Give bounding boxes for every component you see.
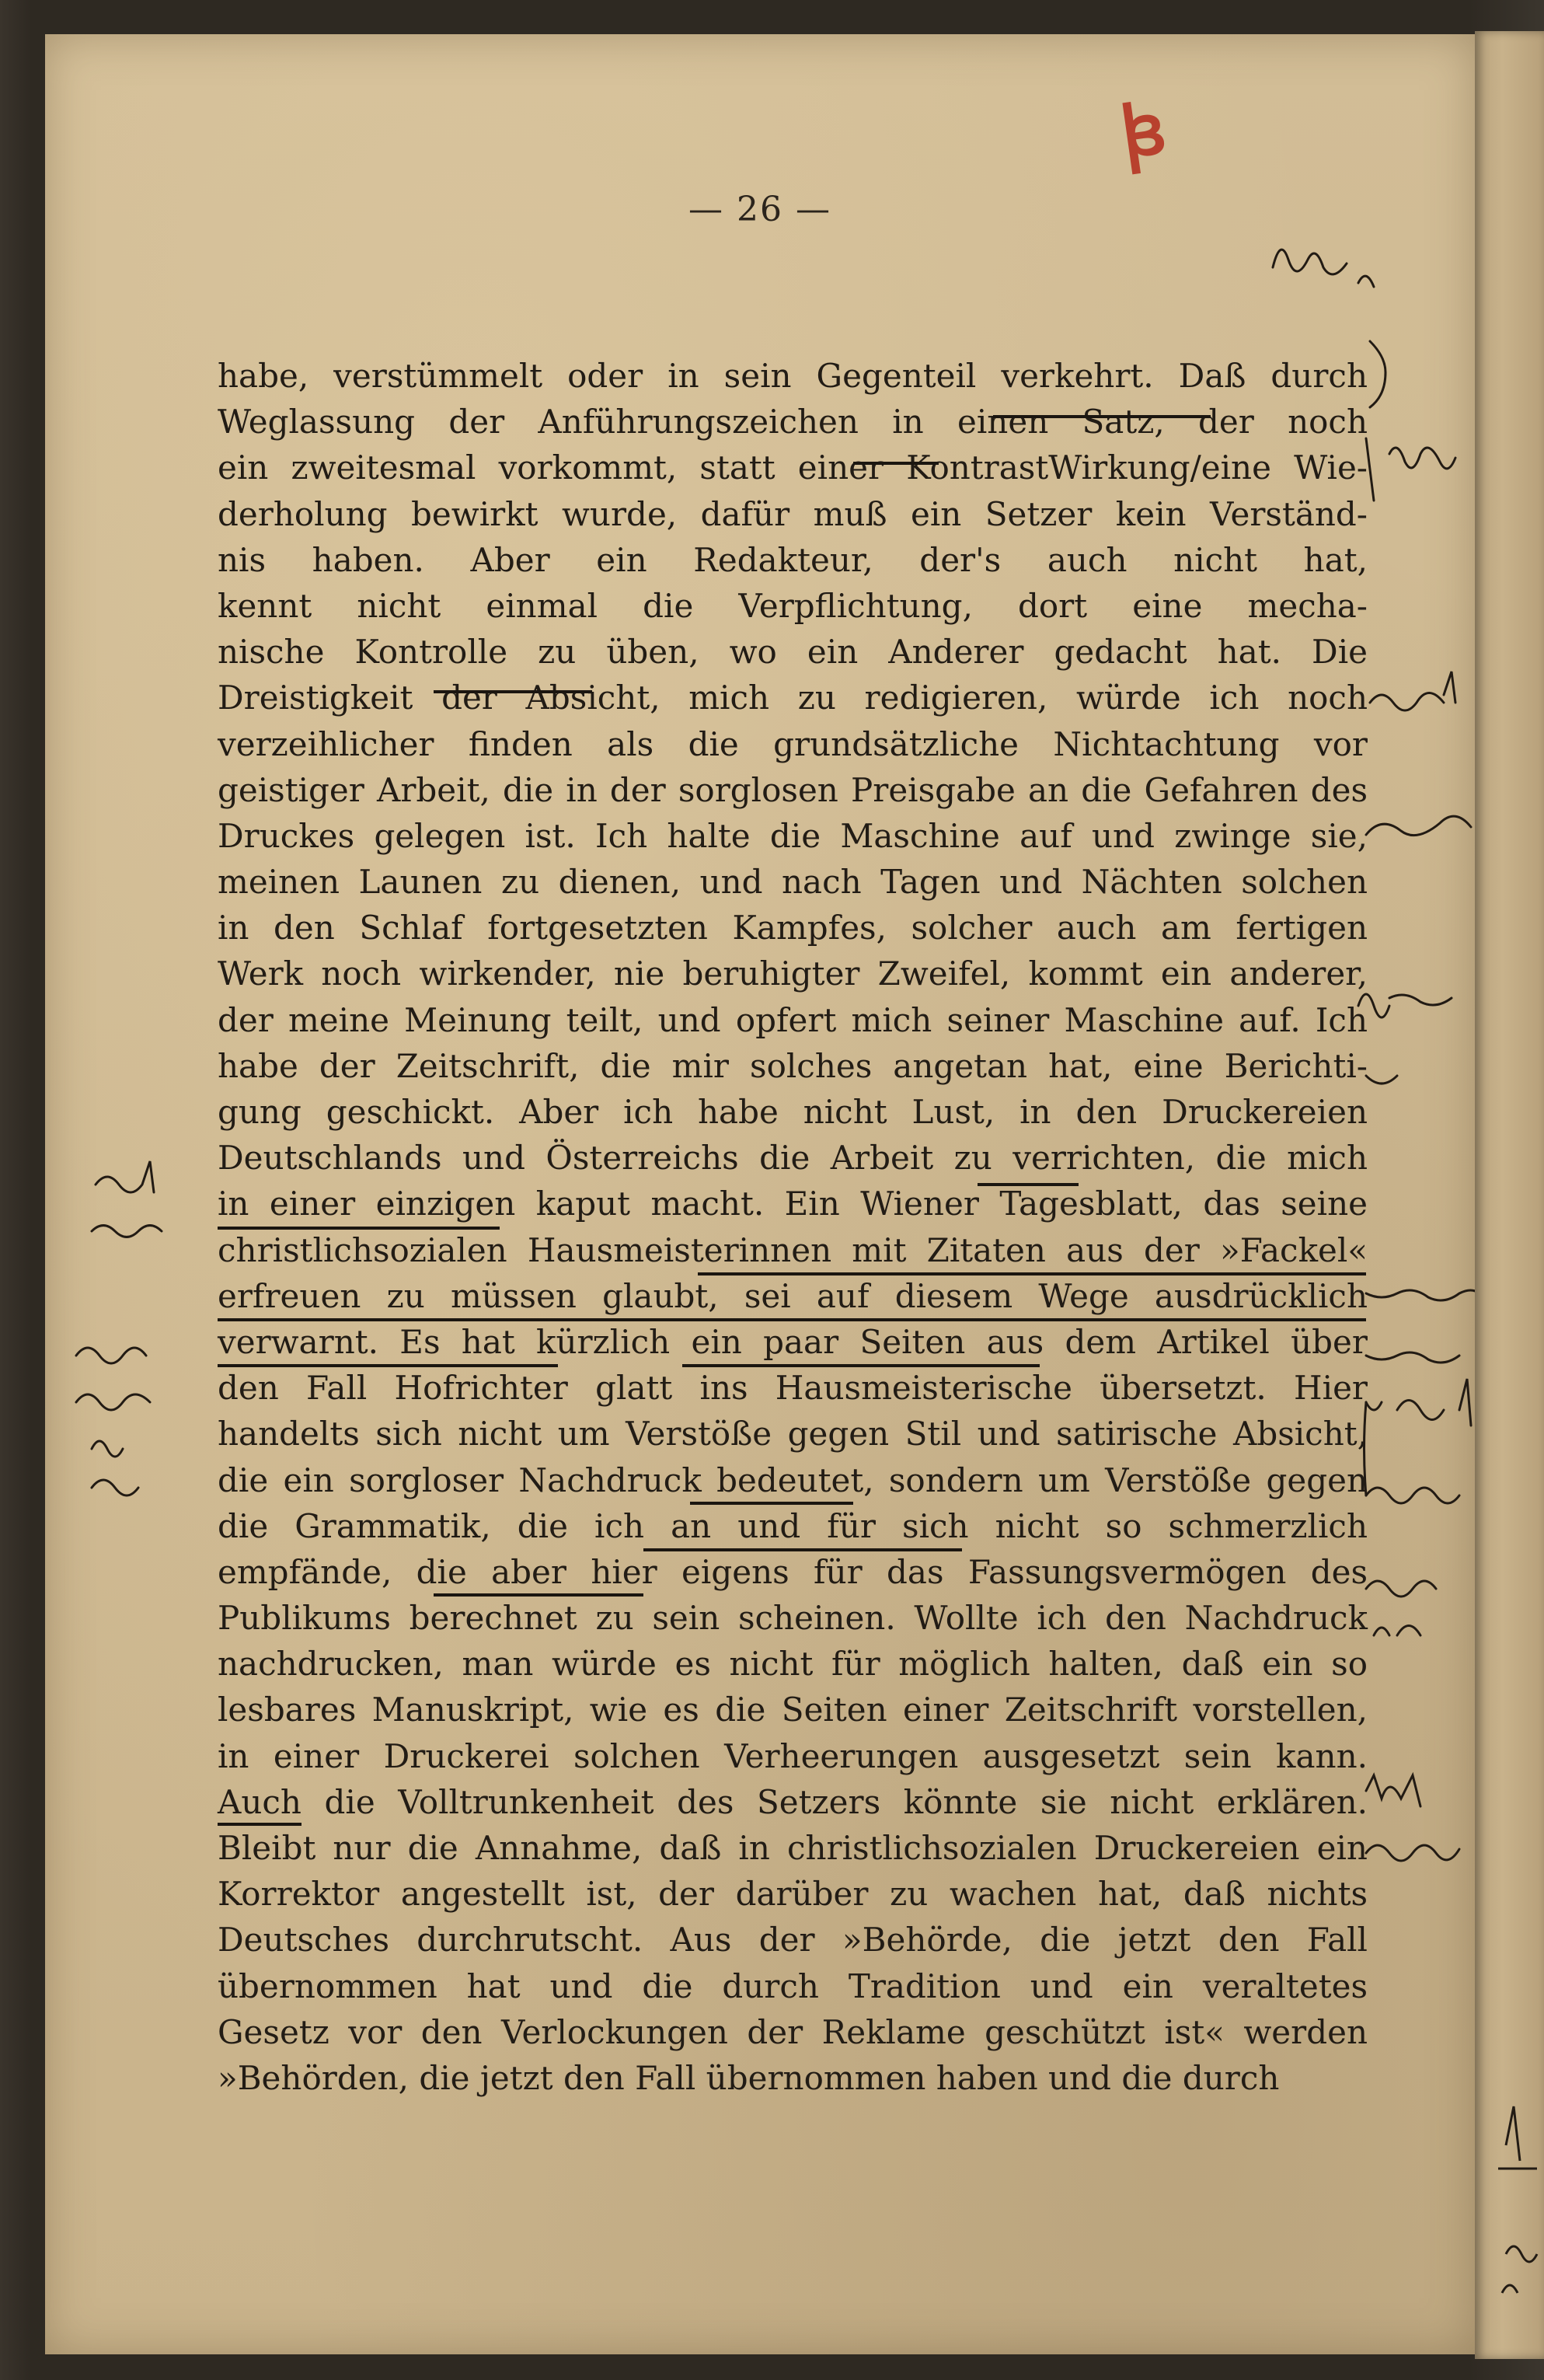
text-line: empfände, die aber hier eigens für das Fassungsvermögen des — [218, 1552, 1368, 1591]
text-line: die Grammatik, die ich an und für sich nicht so schmerzlich — [218, 1506, 1368, 1545]
text-line: Werk noch wirkender, nie beruhigter Zweifel, kommt ein anderer, — [218, 954, 1368, 993]
text-line: lesbares Manuskript, wie es die Seiten einer Zeitschrift vorstellen, — [218, 1691, 1368, 1729]
text-line: ein zweitesmal vorkommt, statt einer KontrastWirkung/eine Wie- — [218, 448, 1368, 487]
text-line: habe der Zeitschrift, die mir solches angetan hat, eine Berichti- — [218, 1046, 1368, 1085]
text-line: Deutsches durchrutscht. Aus der »Behörde, die jetzt den Fall — [218, 1921, 1368, 1959]
text-line: »Behörden, die jetzt den Fall übernommen haben und die durch — [218, 2058, 1280, 2097]
text-line: kennt nicht einmal die Verpflichtung, dort eine mecha- — [218, 586, 1368, 625]
text-line: in einer Druckerei solchen Verheerungen ausgesetzt sein kann. — [218, 1736, 1368, 1775]
text-line: handelts sich nicht um Verstöße gegen Stil und satirische Absicht, — [218, 1415, 1368, 1453]
red-pencil-mark: ꟓ — [1116, 87, 1171, 175]
text-line: Gesetz vor den Verlockungen der Reklame geschützt ist« werden — [218, 2012, 1368, 2051]
body-text — [218, 353, 1368, 2101]
text-line: nische Kontrolle zu üben, wo ein Anderer gedacht hat. Die — [218, 633, 1368, 672]
text-line: Bleibt nur die Annahme, daß in christlichsozialen Druckereien ein — [218, 1829, 1368, 1867]
text-line: Deutschlands und Österreichs die Arbeit zu verrichten, die mich — [218, 1139, 1368, 1178]
text-line: die ein sorgloser Nachdruck bedeutet, sondern um Verstöße gegen — [218, 1460, 1368, 1499]
text-line: Korrektor angestellt ist, der darüber zu wachen hat, daß nichts — [218, 1875, 1368, 1914]
text-line: in einer einzigen kaput macht. Ein Wiener Tagesblatt, das seine — [218, 1185, 1368, 1223]
text-line: habe, verstümmelt oder in sein Gegenteil verkehrt. Daß durch — [218, 357, 1368, 395]
text-line: der meine Meinung teilt, und opfert mich seiner Maschine auf. Ich — [218, 1000, 1368, 1039]
text-line: den Fall Hofrichter glatt ins Hausmeisterische übersetzt. Hier — [218, 1369, 1368, 1408]
text-line: geistiger Arbeit, die in der sorglosen Preisgabe an die Gefahren des — [218, 770, 1368, 809]
text-line: Auch die Volltrunkenheit des Setzers könnte sie nicht erklären. — [218, 1782, 1368, 1821]
adjacent-page-edge — [1475, 31, 1544, 2359]
text-line: gung geschickt. Aber ich habe nicht Lust, in den Druckereien — [218, 1093, 1368, 1131]
text-line: Druckes gelegen ist. Ich halte die Maschine auf und zwinge sie, — [218, 816, 1368, 855]
text-line: verwarnt. Es hat kürzlich ein paar Seiten aus dem Artikel über — [218, 1322, 1368, 1361]
text-line: Publikums berechnet zu sein scheinen. Wollte ich den Nachdruck — [218, 1599, 1368, 1638]
text-line: derholung bewirkt wurde, dafür muß ein Setzer kein Verständ- — [218, 494, 1368, 533]
text-line: übernommen hat und die durch Tradition und ein veraltetes — [218, 1966, 1368, 2005]
text-line: nis haben. Aber ein Redakteur, der's auch nicht hat, — [218, 540, 1368, 579]
text-line: nachdrucken, man würde es nicht für möglich halten, daß ein so — [218, 1645, 1368, 1684]
text-line: christlichsozialen Hausmeisterinnen mit Zitaten aus der »Fackel« — [218, 1230, 1368, 1269]
page-number: — 26 — — [688, 190, 831, 229]
text-line: in den Schlaf fortgesetzten Kampfes, solcher auch am fertigen — [218, 909, 1368, 947]
text-line: erfreuen zu müssen glaubt, sei auf diesem Wege ausdrücklich — [218, 1276, 1368, 1315]
text-line: Weglassung der Anführungszeichen in einen Satz, der noch — [218, 403, 1368, 441]
book-page — [45, 34, 1475, 2354]
text-line: meinen Launen zu dienen, und nach Tagen und Nächten solchen — [218, 863, 1368, 902]
text-line: verzeihlicher finden als die grundsätzliche Nichtachtung vor — [218, 724, 1368, 763]
text-line: Dreistigkeit der Absicht, mich zu redigieren, würde ich noch — [218, 679, 1368, 717]
